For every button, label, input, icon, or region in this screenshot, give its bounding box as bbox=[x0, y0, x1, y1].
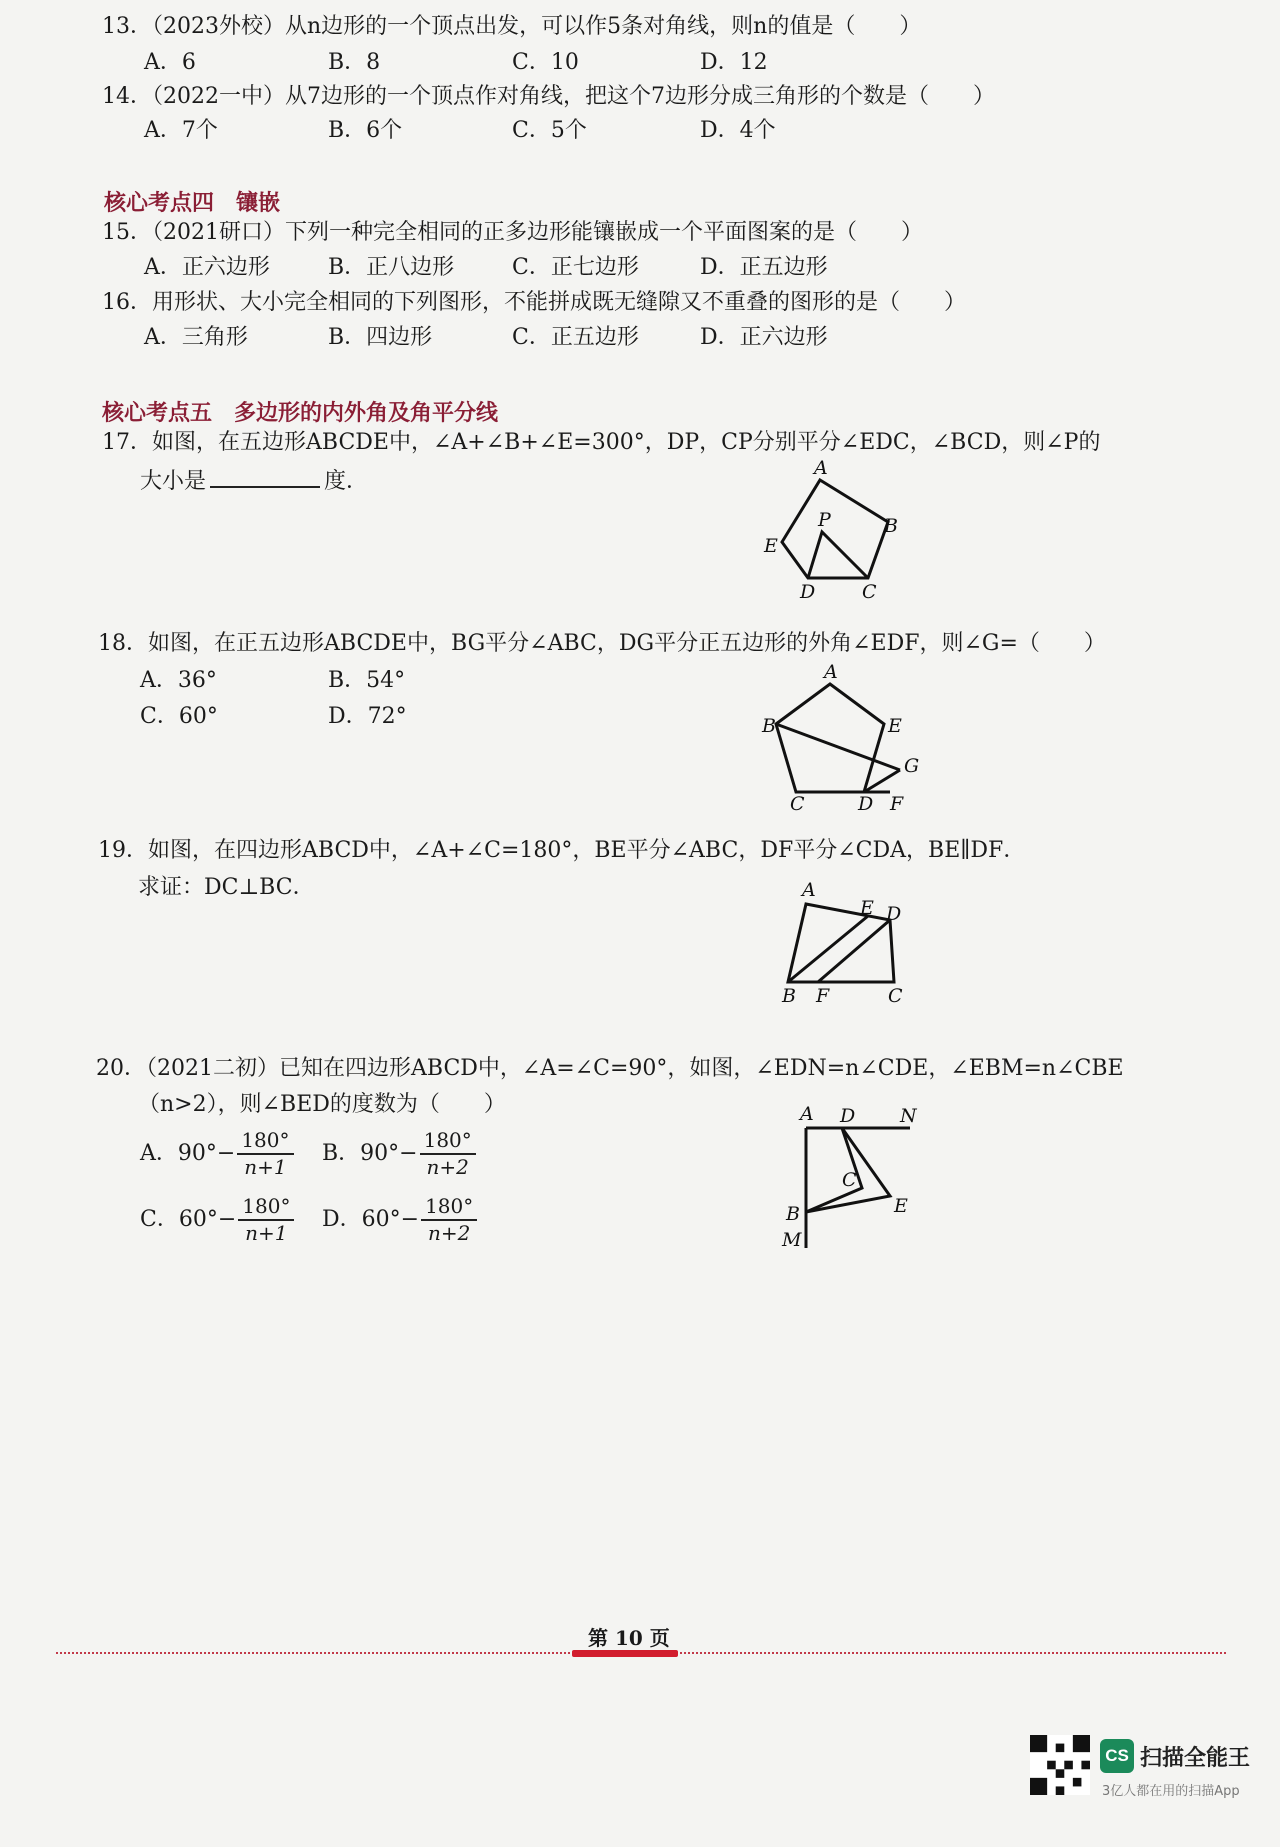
label-D: D bbox=[800, 581, 816, 603]
label-B: B bbox=[786, 1203, 800, 1225]
section-heading-5: 核心考点五 多边形的内外角及角平分线 bbox=[102, 400, 499, 426]
label-G: G bbox=[904, 755, 920, 777]
page-number: 第 10 页 bbox=[588, 1626, 670, 1650]
label-E: E bbox=[894, 1195, 908, 1217]
fraction bbox=[420, 1130, 476, 1178]
question-15: 15．（2021研口）下列一种完全相同的正多边形能镶嵌成一个平面图案的是（ ） bbox=[102, 220, 923, 245]
question-14: 14．（2022一中）从7边形的一个顶点作对角线，把这个7边形分成三角形的个数是（ ） bbox=[102, 84, 995, 109]
question-19: 19．如图，在四边形ABCD中，∠A+∠C=180°，BE平分∠ABC，DF平分∠CDA，BE∥DF． bbox=[98, 838, 1026, 863]
question-20: 20．（2021二初）已知在四边形ABCD中，∠A=∠C=90°，如图，∠EDN=n∠CDE，∠EBM=n∠CBE bbox=[96, 1056, 1124, 1081]
q14-option-d: D．4个 bbox=[700, 118, 776, 143]
q20-b-prefix: B．90°− bbox=[322, 1141, 418, 1166]
label-M: M bbox=[782, 1229, 802, 1251]
label-B: B bbox=[782, 985, 796, 1007]
figure-q18-regular-pentagon bbox=[760, 664, 930, 814]
q20-option-b bbox=[322, 1130, 476, 1178]
fraction bbox=[237, 1130, 293, 1178]
figure-q19-quadrilateral bbox=[770, 878, 920, 1008]
question-18: 18．如图，在正五边形ABCDE中，BG平分∠ABC，DG平分正五边形的外角∠EDF，则∠G=（ ） bbox=[98, 631, 1106, 656]
cs-logo-icon: CS bbox=[1100, 1739, 1134, 1773]
footer-accent-bar bbox=[572, 1650, 678, 1657]
q17-text-post: 度． bbox=[324, 469, 369, 494]
question-16: 16．用形状、大小完全相同的下列图形，不能拼成既无缝隙又不重叠的图形的是（ ） bbox=[102, 290, 966, 315]
q14-option-a: A．7个 bbox=[144, 118, 218, 143]
fraction-numerator: 180° bbox=[420, 1130, 476, 1155]
q16-option-d: D．正六边形 bbox=[700, 325, 828, 350]
section-heading-4: 核心考点四 镶嵌 bbox=[104, 190, 281, 216]
q16-option-b: B．四边形 bbox=[328, 325, 433, 350]
label-B: B bbox=[762, 715, 776, 737]
question-20-line2: （n>2），则∠BED的度数为（ ） bbox=[138, 1092, 506, 1117]
q13-option-b: B．8 bbox=[328, 50, 381, 75]
label-E: E bbox=[764, 535, 778, 557]
label-C: C bbox=[790, 793, 805, 814]
label-E: E bbox=[860, 897, 874, 919]
q15-option-b: B．正八边形 bbox=[328, 255, 455, 280]
q16-option-a: A．三角形 bbox=[144, 325, 248, 350]
question-17-line2 bbox=[140, 468, 368, 493]
fraction bbox=[238, 1196, 294, 1244]
figure-q20-angles bbox=[780, 1100, 930, 1260]
label-A: A bbox=[824, 664, 838, 683]
q13-option-a: A．6 bbox=[144, 50, 196, 75]
label-C: C bbox=[862, 581, 877, 603]
q20-option-a bbox=[140, 1130, 294, 1178]
brand-tagline: 3亿人都在用的扫描App bbox=[1102, 1784, 1240, 1799]
q13-option-c: C．10 bbox=[512, 50, 579, 75]
q17-text-pre: 大小是 bbox=[140, 469, 207, 494]
label-F: F bbox=[816, 985, 830, 1007]
q13-option-d: D．12 bbox=[700, 50, 768, 75]
q15-option-a: A．正六边形 bbox=[144, 255, 270, 280]
fraction-denominator: n+1 bbox=[245, 1221, 288, 1245]
q20-c-prefix: C．60°− bbox=[140, 1207, 237, 1232]
q15-option-d: D．正五边形 bbox=[700, 255, 828, 280]
question-19-line2: 求证：DC⊥BC． bbox=[138, 875, 315, 900]
q18-option-c: C．60° bbox=[140, 704, 218, 729]
q20-option-d bbox=[322, 1196, 477, 1244]
label-P: P bbox=[818, 509, 831, 531]
fraction-numerator: 180° bbox=[237, 1130, 293, 1155]
label-D: D bbox=[840, 1105, 856, 1127]
fraction-denominator: n+2 bbox=[427, 1221, 471, 1245]
q20-option-c bbox=[140, 1196, 294, 1244]
q20-d-prefix: D．60°− bbox=[322, 1207, 420, 1232]
q16-option-c: C．正五边形 bbox=[512, 325, 639, 350]
q20-a-prefix: A．90°− bbox=[140, 1141, 236, 1166]
label-C: C bbox=[842, 1169, 857, 1191]
scanner-watermark bbox=[1030, 1735, 1266, 1835]
label-N: N bbox=[900, 1105, 917, 1127]
fraction-numerator: 180° bbox=[238, 1196, 294, 1221]
qr-code-icon bbox=[1030, 1735, 1090, 1795]
figure-q17-pentagon bbox=[760, 460, 920, 610]
label-A: A bbox=[814, 460, 828, 479]
label-A: A bbox=[800, 1103, 814, 1125]
question-13: 13．（2023外校）从n边形的一个顶点出发，可以作5条对角线，则n的值是（ ） bbox=[102, 14, 922, 39]
brand-name: 扫描全能王 bbox=[1140, 1746, 1251, 1771]
label-B: B bbox=[884, 515, 898, 537]
label-A: A bbox=[802, 879, 816, 901]
fraction-denominator: n+1 bbox=[244, 1155, 287, 1179]
q18-option-a: A．36° bbox=[140, 668, 217, 693]
q15-option-c: C．正七边形 bbox=[512, 255, 639, 280]
label-D: D bbox=[886, 903, 902, 925]
fraction-denominator: n+2 bbox=[426, 1155, 469, 1179]
label-E: E bbox=[888, 715, 902, 737]
q18-option-b: B．54° bbox=[328, 668, 406, 693]
q18-option-d: D．72° bbox=[328, 704, 407, 729]
label-D: D bbox=[858, 793, 874, 814]
q14-option-c: C．5个 bbox=[512, 118, 587, 143]
fraction bbox=[421, 1196, 477, 1244]
question-17: 17．如图，在五边形ABCDE中，∠A+∠B+∠E=300°，DP，CP分别平分∠EDC，∠BCD，则∠P的 bbox=[102, 430, 1101, 455]
q14-option-b: B．6个 bbox=[328, 118, 403, 143]
fraction-numerator: 180° bbox=[421, 1196, 477, 1221]
label-C: C bbox=[888, 985, 903, 1007]
answer-blank bbox=[210, 468, 320, 488]
label-F: F bbox=[890, 793, 904, 814]
